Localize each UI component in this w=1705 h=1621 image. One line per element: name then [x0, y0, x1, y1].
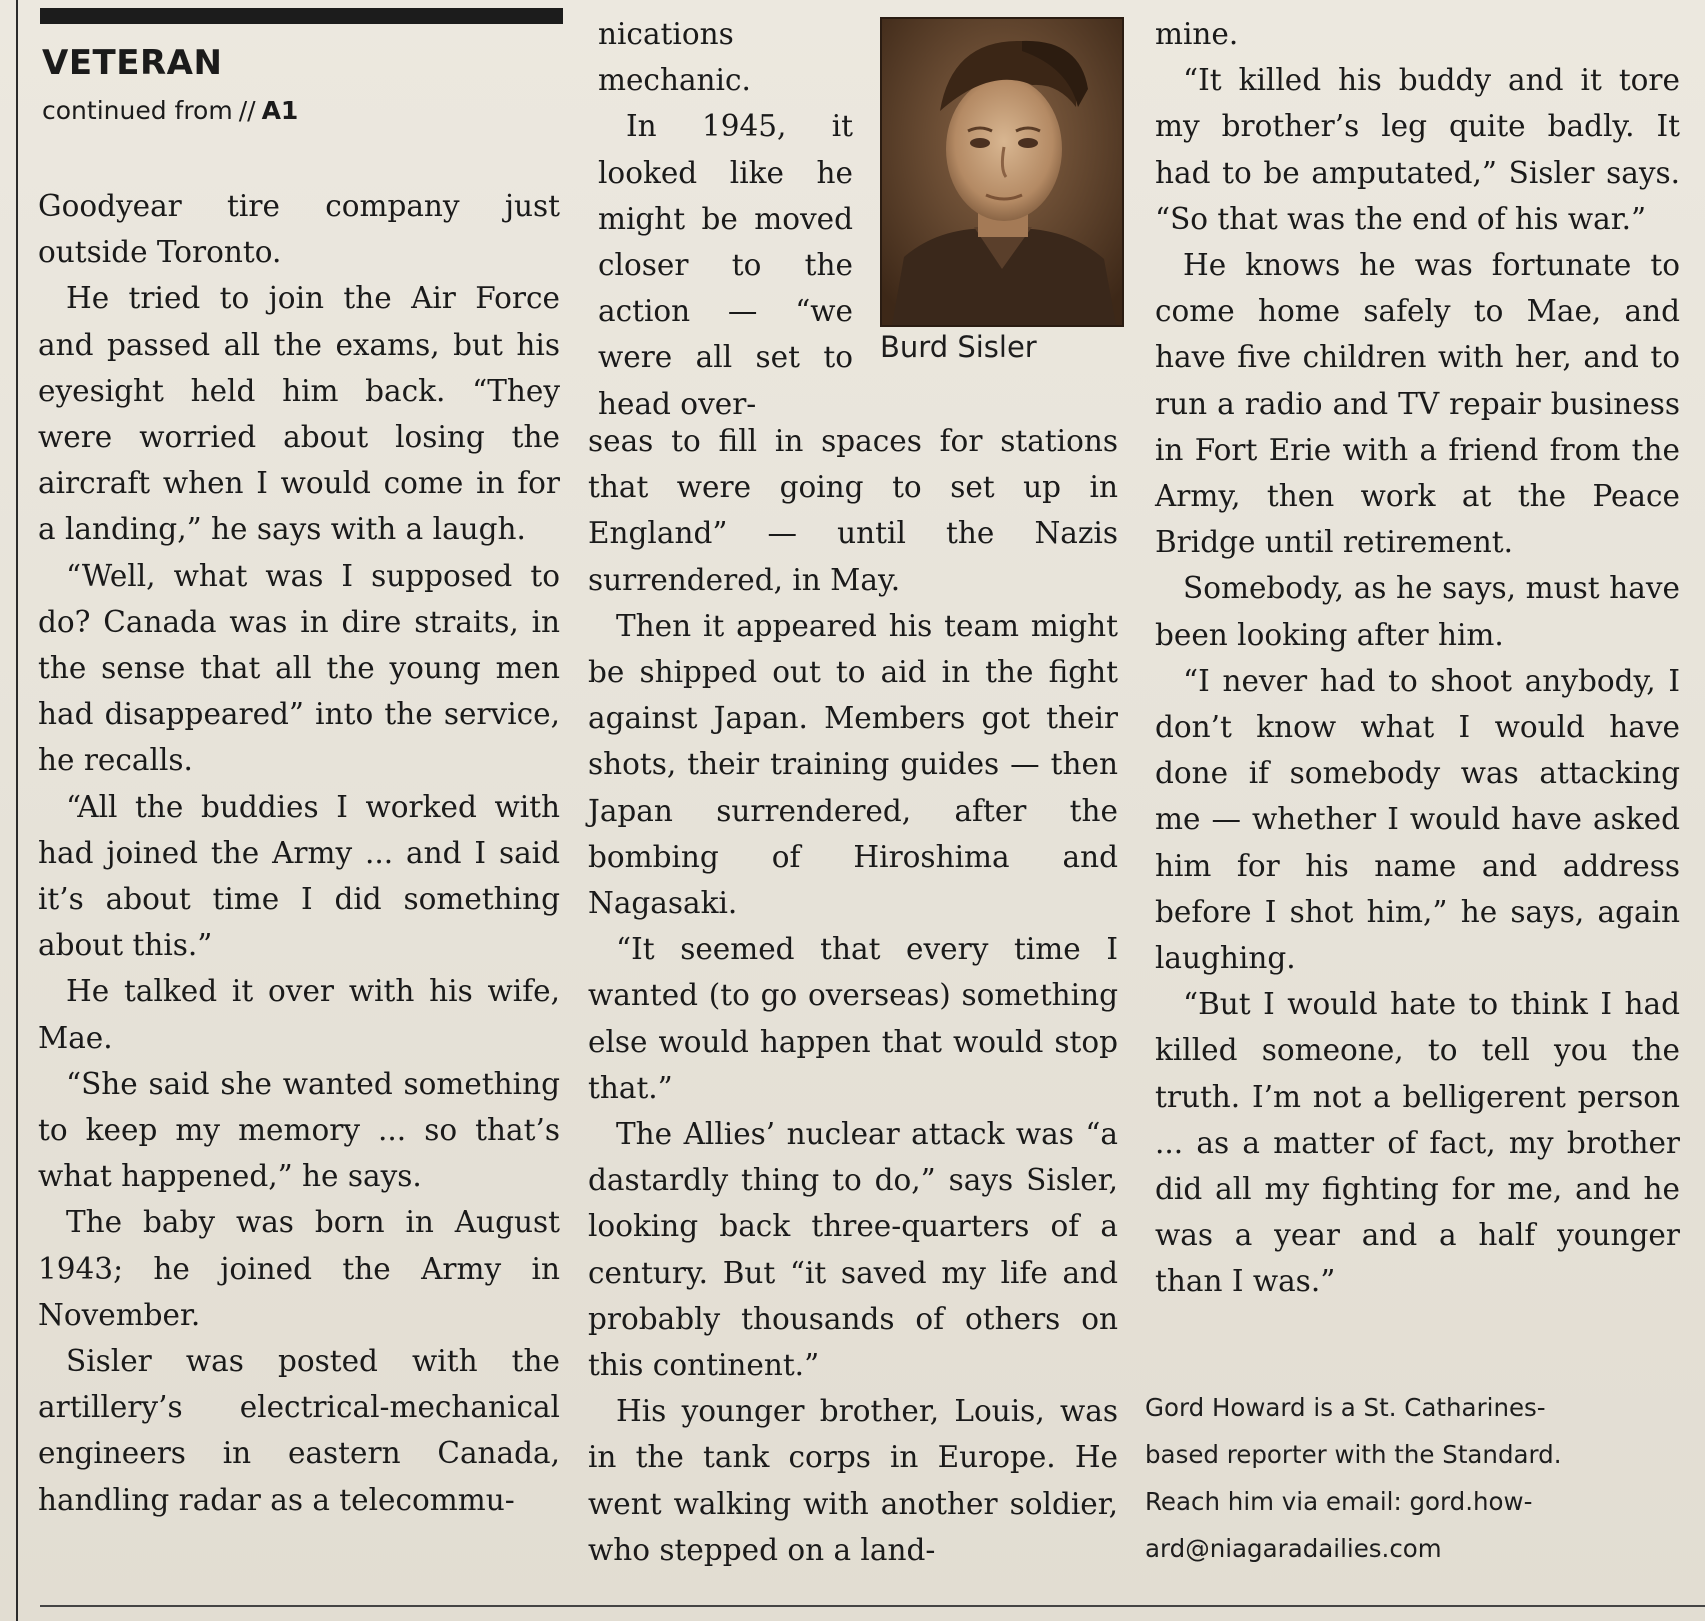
paragraph: “It killed his buddy and it tore my brother’s leg quite badly. It had to be amputated,” Sisler says. “So that was the end of his war.”: [1155, 63, 1680, 236]
paragraph: The Allies’ nuclear attack was “a dastardly thing to do,” says Sisler, looking back three-quarters of a century. But “it saved my life and probably thousands of others on this continent.”: [588, 1117, 1118, 1383]
paragraph: He talked it over with his wife, Mae.: [38, 974, 560, 1055]
paragraph: mine.: [1155, 17, 1239, 51]
paragraph: The baby was born in August 1943; he joined the Army in November.: [38, 1205, 560, 1332]
portrait-photo-icon: [880, 17, 1124, 327]
paragraph: He tried to join the Air Force and passed all the exams, but his eyesight held him back. “They were worried about losing the aircraft when I would come in for a landing,” he says with a laugh.: [38, 281, 560, 547]
bottom-rule: [40, 1605, 1705, 1607]
paragraph: In 1945, it looked like he might be moved closer to the action — “we were all set to head over-: [598, 109, 853, 421]
top-rule: [40, 8, 563, 24]
paragraph: “All the buddies I worked with had joined the Army ... and I said it’s about time I did something about this.”: [38, 789, 560, 963]
paragraph: His younger brother, Louis, was in the tank corps in Europe. He went walking with another soldier, who stepped on a land-: [588, 1394, 1118, 1567]
tagline-line: ard@niagaradailies.com: [1145, 1534, 1442, 1563]
tagline-line: Gord Howard is a St. Catharines-: [1145, 1393, 1546, 1422]
portrait-photo-svg: [882, 19, 1122, 325]
article-column-1: [38, 183, 560, 1523]
paragraph: nications mechanic.: [598, 17, 751, 98]
column-border: [16, 0, 18, 1621]
jump-prefix: continued from: [42, 96, 233, 125]
paragraph: seas to fill in spaces for stations that were going to set up in England” — until the Nazis surrendered, in May.: [588, 424, 1118, 597]
jump-separator: //: [238, 96, 256, 125]
section-kicker: VETERAN: [42, 43, 223, 83]
author-tagline: [1145, 1384, 1685, 1572]
paragraph: Then it appeared his team might be shipped out to aid in the fight against Japan. Members got their shots, their training guides — then Japan surrendered, after the bombing of Hiroshima and Nagasaki.: [588, 608, 1118, 921]
jump-line: [42, 96, 298, 125]
article-column-2-bottom: [588, 418, 1118, 1573]
paragraph: “Well, what was I supposed to do? Canada was in dire straits, in the sense that all the young men had disappeared” into the service, he recalls.: [38, 558, 560, 778]
paragraph: Sisler was posted with the artillery’s electrical-mechanical engineers in eastern Canada, handling radar as a telecommu-: [38, 1344, 560, 1517]
paragraph: He knows he was fortunate to come home safely to Mae, and have five children with her, and to run a radio and TV repair business in Fort Erie with a friend from the Army, then work at the Peace Bridge until retirement.: [1155, 248, 1680, 560]
jump-page: A1: [261, 96, 299, 125]
article-column-2-top: [598, 11, 853, 427]
paragraph: “But I would hate to think I had killed someone, to tell you the truth. I’m not a belligerent person ... as a matter of fact, my brother did all my fighting for me, and he was a year and a half younger than I was.”: [1155, 987, 1680, 1299]
paragraph: “I never had to shoot anybody, I don’t know what I would have done if somebody was attacking me — whether I would have asked him for his name and address before I shot him,” he says, again laughing.: [1155, 663, 1680, 976]
article-column-3: [1155, 11, 1680, 1305]
tagline-line: Reach him via email: gord.how-: [1145, 1487, 1533, 1516]
paragraph: Somebody, as he says, must have been looking after him.: [1155, 571, 1680, 652]
tagline-line: based reporter with the Standard.: [1145, 1440, 1562, 1469]
paragraph: “It seemed that every time I wanted (to go overseas) something else would happen that would stop that.”: [588, 932, 1118, 1105]
photo-caption: Burd Sisler: [880, 330, 1037, 364]
paragraph: “She said she wanted something to keep my memory ... so that’s what happened,” he says.: [38, 1066, 560, 1194]
paragraph: Goodyear tire company just outside Toronto.: [38, 189, 560, 270]
